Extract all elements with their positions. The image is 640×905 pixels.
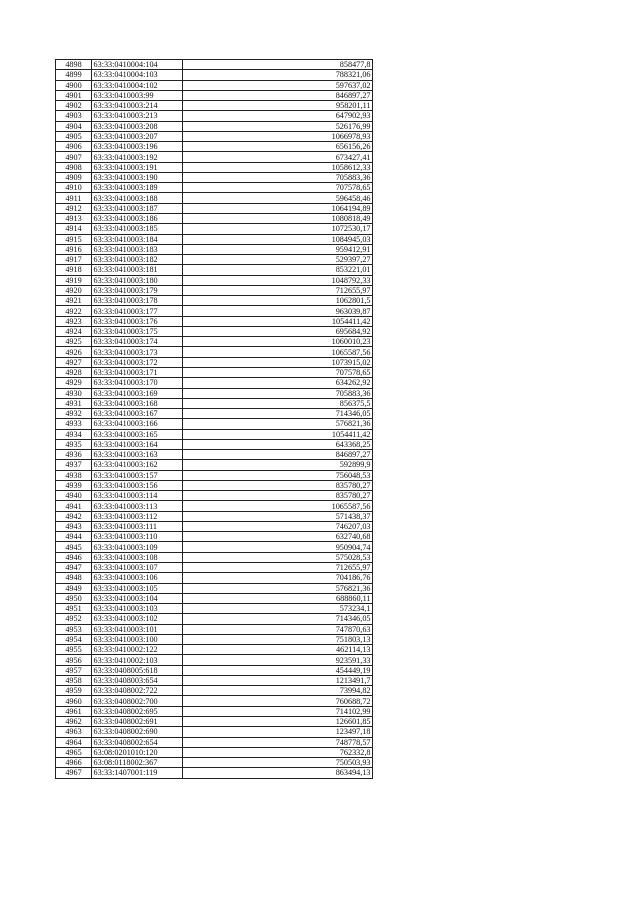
cadastral-value-cell: 712655,97	[183, 563, 373, 573]
table-row	[56, 491, 373, 501]
row-number-cell: 4903	[56, 111, 92, 121]
cadastral-value-cell: 714346,05	[183, 409, 373, 419]
cadastral-number-cell: 63:33:0410003:166	[92, 419, 183, 429]
cadastral-number-cell: 63:33:0410003:102	[92, 614, 183, 624]
row-number-cell: 4936	[56, 450, 92, 460]
cadastral-number-cell: 63:08:0118002:367	[92, 758, 183, 768]
table-row	[56, 737, 373, 747]
table-row	[56, 244, 373, 254]
cadastral-number-cell: 63:33:0408005:618	[92, 665, 183, 675]
cadastral-value-cell: 656156,26	[183, 142, 373, 152]
cadastral-value-cell: 73994,82	[183, 686, 373, 696]
row-number-cell: 4937	[56, 460, 92, 470]
row-number-cell: 4939	[56, 480, 92, 490]
cadastral-number-cell: 63:33:0410003:162	[92, 460, 183, 470]
cadastral-value-cell: 526176,99	[183, 121, 373, 131]
table-row	[56, 111, 373, 121]
cadastral-value-cell: 634262,92	[183, 378, 373, 388]
cadastral-value-cell: 705883,36	[183, 388, 373, 398]
row-number-cell: 4958	[56, 675, 92, 685]
cadastral-value-cell: 647902,93	[183, 111, 373, 121]
table-row	[56, 409, 373, 419]
row-number-cell: 4949	[56, 583, 92, 593]
cadastral-number-cell: 63:33:0410003:186	[92, 213, 183, 223]
row-number-cell: 4907	[56, 152, 92, 162]
row-number-cell: 4928	[56, 367, 92, 377]
cadastral-value-cell: 760688,72	[183, 696, 373, 706]
cadastral-value-cell: 596458,46	[183, 193, 373, 203]
cadastral-number-cell: 63:33:0410002:122	[92, 645, 183, 655]
table-row	[56, 378, 373, 388]
table-row	[56, 172, 373, 182]
table-row	[56, 142, 373, 152]
cadastral-value-cell: 632740,68	[183, 532, 373, 542]
cadastral-number-cell: 63:33:0410003:114	[92, 491, 183, 501]
row-number-cell: 4913	[56, 213, 92, 223]
cadastral-value-cell: 592899,9	[183, 460, 373, 470]
row-number-cell: 4955	[56, 645, 92, 655]
table-body	[56, 60, 373, 779]
table-row	[56, 675, 373, 685]
cadastral-value-cell: 454449,19	[183, 665, 373, 675]
row-number-cell: 4966	[56, 758, 92, 768]
cadastral-value-cell: 643368,25	[183, 439, 373, 449]
cadastral-number-cell: 63:33:0410003:106	[92, 573, 183, 583]
table-row	[56, 460, 373, 470]
table-row	[56, 480, 373, 490]
table-row	[56, 296, 373, 306]
cadastral-number-cell: 63:33:0410003:190	[92, 172, 183, 182]
table-row	[56, 573, 373, 583]
cadastral-value-cell: 963039,87	[183, 306, 373, 316]
cadastral-number-cell: 63:33:0410003:100	[92, 634, 183, 644]
cadastral-number-cell: 63:33:0408002:722	[92, 686, 183, 696]
cadastral-number-cell: 63:33:0410003:99	[92, 90, 183, 100]
row-number-cell: 4967	[56, 768, 92, 778]
row-number-cell: 4914	[56, 224, 92, 234]
table-row	[56, 121, 373, 131]
cadastral-number-cell: 63:33:0410003:192	[92, 152, 183, 162]
cadastral-value-cell: 673427,41	[183, 152, 373, 162]
row-number-cell: 4905	[56, 131, 92, 141]
row-number-cell: 4941	[56, 501, 92, 511]
cadastral-value-cell: 123497,18	[183, 727, 373, 737]
table-row	[56, 285, 373, 295]
table-row	[56, 60, 373, 70]
row-number-cell: 4900	[56, 80, 92, 90]
table-row	[56, 624, 373, 634]
cadastral-value-cell: 705883,36	[183, 172, 373, 182]
cadastral-value-cell: 858477,8	[183, 60, 373, 70]
table-row	[56, 357, 373, 367]
cadastral-number-cell: 63:33:0410003:111	[92, 521, 183, 531]
cadastral-number-cell: 63:33:0410003:171	[92, 367, 183, 377]
table-row	[56, 316, 373, 326]
cadastral-value-cell: 856375,5	[183, 398, 373, 408]
table-row	[56, 727, 373, 737]
row-number-cell: 4912	[56, 203, 92, 213]
cadastral-number-cell: 63:33:0410003:164	[92, 439, 183, 449]
table-row	[56, 80, 373, 90]
cadastral-number-cell: 63:33:0410003:105	[92, 583, 183, 593]
cadastral-value-cell: 1065587,56	[183, 347, 373, 357]
table-row	[56, 439, 373, 449]
table-row	[56, 686, 373, 696]
cadastral-number-cell: 63:33:0410003:109	[92, 542, 183, 552]
cadastral-number-cell: 63:33:0410003:167	[92, 409, 183, 419]
cadastral-value-cell: 571438,37	[183, 511, 373, 521]
cadastral-number-cell: 63:33:0408002:690	[92, 727, 183, 737]
cadastral-number-cell: 63:33:0410003:185	[92, 224, 183, 234]
table-row	[56, 265, 373, 275]
row-number-cell: 4909	[56, 172, 92, 182]
row-number-cell: 4930	[56, 388, 92, 398]
cadastral-number-cell: 63:33:0410002:103	[92, 655, 183, 665]
cadastral-value-table	[55, 59, 373, 779]
row-number-cell: 4923	[56, 316, 92, 326]
cadastral-number-cell: 63:33:0410003:157	[92, 470, 183, 480]
row-number-cell: 4963	[56, 727, 92, 737]
row-number-cell: 4904	[56, 121, 92, 131]
cadastral-number-cell: 63:33:0410003:156	[92, 480, 183, 490]
cadastral-number-cell: 63:33:0408002:700	[92, 696, 183, 706]
cadastral-number-cell: 63:33:0410003:207	[92, 131, 183, 141]
cadastral-number-cell: 63:33:0410003:101	[92, 624, 183, 634]
row-number-cell: 4940	[56, 491, 92, 501]
cadastral-value-cell: 1054411,42	[183, 316, 373, 326]
row-number-cell: 4951	[56, 604, 92, 614]
table-row	[56, 152, 373, 162]
cadastral-number-cell: 63:33:0408003:654	[92, 675, 183, 685]
table-row	[56, 162, 373, 172]
row-number-cell: 4952	[56, 614, 92, 624]
cadastral-value-cell: 950904,74	[183, 542, 373, 552]
cadastral-number-cell: 63:08:0201010:120	[92, 747, 183, 757]
cadastral-value-cell: 695684,92	[183, 326, 373, 336]
cadastral-value-cell: 688860,11	[183, 593, 373, 603]
row-number-cell: 4956	[56, 655, 92, 665]
cadastral-number-cell: 63:33:0410003:170	[92, 378, 183, 388]
cadastral-value-cell: 1065587,56	[183, 501, 373, 511]
table-row	[56, 470, 373, 480]
cadastral-number-cell: 63:33:0410003:183	[92, 244, 183, 254]
row-number-cell: 4925	[56, 337, 92, 347]
cadastral-value-cell: 863494,13	[183, 768, 373, 778]
row-number-cell: 4932	[56, 409, 92, 419]
row-number-cell: 4934	[56, 429, 92, 439]
table-row	[56, 255, 373, 265]
cadastral-value-cell: 958201,11	[183, 101, 373, 111]
row-number-cell: 4902	[56, 101, 92, 111]
cadastral-number-cell: 63:33:0410003:165	[92, 429, 183, 439]
table-row	[56, 183, 373, 193]
cadastral-number-cell: 63:33:0410003:169	[92, 388, 183, 398]
table-row	[56, 429, 373, 439]
table-row	[56, 542, 373, 552]
table-row	[56, 501, 373, 511]
table-row	[56, 224, 373, 234]
cadastral-number-cell: 63:33:0410003:184	[92, 234, 183, 244]
cadastral-number-cell: 63:33:0410003:181	[92, 265, 183, 275]
cadastral-value-cell: 529397,27	[183, 255, 373, 265]
cadastral-number-cell: 63:33:0410003:110	[92, 532, 183, 542]
cadastral-value-cell: 1048792,33	[183, 275, 373, 285]
row-number-cell: 4924	[56, 326, 92, 336]
row-number-cell: 4953	[56, 624, 92, 634]
row-number-cell: 4942	[56, 511, 92, 521]
cadastral-value-cell: 846897,27	[183, 450, 373, 460]
row-number-cell: 4948	[56, 573, 92, 583]
cadastral-number-cell: 63:33:1407001:119	[92, 768, 183, 778]
table-row	[56, 593, 373, 603]
cadastral-value-cell: 714346,05	[183, 614, 373, 624]
table-row	[56, 337, 373, 347]
row-number-cell: 4933	[56, 419, 92, 429]
cadastral-value-cell: 923591,33	[183, 655, 373, 665]
table-row	[56, 367, 373, 377]
row-number-cell: 4927	[56, 357, 92, 367]
cadastral-number-cell: 63:33:0410003:175	[92, 326, 183, 336]
row-number-cell: 4954	[56, 634, 92, 644]
table-row	[56, 665, 373, 675]
cadastral-value-cell: 1064194,89	[183, 203, 373, 213]
cadastral-number-cell: 63:33:0410003:176	[92, 316, 183, 326]
table-row	[56, 563, 373, 573]
cadastral-value-cell: 746207,03	[183, 521, 373, 531]
row-number-cell: 4915	[56, 234, 92, 244]
cadastral-value-cell: 756048,53	[183, 470, 373, 480]
cadastral-number-cell: 63:33:0410003:178	[92, 296, 183, 306]
cadastral-value-cell: 762332,8	[183, 747, 373, 757]
cadastral-number-cell: 63:33:0410004:102	[92, 80, 183, 90]
row-number-cell: 4964	[56, 737, 92, 747]
cadastral-number-cell: 63:33:0408002:691	[92, 717, 183, 727]
cadastral-number-cell: 63:33:0410003:191	[92, 162, 183, 172]
cadastral-value-cell: 750503,93	[183, 758, 373, 768]
row-number-cell: 4929	[56, 378, 92, 388]
table-row	[56, 552, 373, 562]
table-row	[56, 655, 373, 665]
cadastral-value-cell: 1073915,02	[183, 357, 373, 367]
cadastral-value-cell: 126601,85	[183, 717, 373, 727]
row-number-cell: 4935	[56, 439, 92, 449]
row-number-cell: 4931	[56, 398, 92, 408]
row-number-cell: 4919	[56, 275, 92, 285]
table-row	[56, 717, 373, 727]
row-number-cell: 4950	[56, 593, 92, 603]
table-row	[56, 747, 373, 757]
cadastral-number-cell: 63:33:0410003:168	[92, 398, 183, 408]
cadastral-value-cell: 853221,01	[183, 265, 373, 275]
cadastral-value-cell: 597637,02	[183, 80, 373, 90]
cadastral-number-cell: 63:33:0410003:213	[92, 111, 183, 121]
table-row	[56, 70, 373, 80]
row-number-cell: 4962	[56, 717, 92, 727]
cadastral-value-cell: 835780,27	[183, 480, 373, 490]
cadastral-number-cell: 63:33:0410003:174	[92, 337, 183, 347]
table-row	[56, 604, 373, 614]
cadastral-number-cell: 63:33:0410003:107	[92, 563, 183, 573]
table-row	[56, 696, 373, 706]
cadastral-value-cell: 704186,76	[183, 573, 373, 583]
table-row	[56, 234, 373, 244]
table-row	[56, 306, 373, 316]
table-row	[56, 706, 373, 716]
table-row	[56, 213, 373, 223]
cadastral-value-cell: 575028,53	[183, 552, 373, 562]
row-number-cell: 4938	[56, 470, 92, 480]
cadastral-value-cell: 1080818,49	[183, 213, 373, 223]
cadastral-number-cell: 63:33:0410003:182	[92, 255, 183, 265]
row-number-cell: 4911	[56, 193, 92, 203]
cadastral-number-cell: 63:33:0410004:104	[92, 60, 183, 70]
row-number-cell: 4944	[56, 532, 92, 542]
row-number-cell: 4957	[56, 665, 92, 675]
row-number-cell: 4901	[56, 90, 92, 100]
table-row	[56, 521, 373, 531]
cadastral-value-cell: 846897,27	[183, 90, 373, 100]
row-number-cell: 4908	[56, 162, 92, 172]
table-row	[56, 614, 373, 624]
cadastral-value-cell: 1213491,7	[183, 675, 373, 685]
table-row	[56, 398, 373, 408]
cadastral-number-cell: 63:33:0410003:188	[92, 193, 183, 203]
table-row	[56, 131, 373, 141]
table-row	[56, 645, 373, 655]
cadastral-value-cell: 751803,13	[183, 634, 373, 644]
row-number-cell: 4918	[56, 265, 92, 275]
cadastral-value-cell: 712655,97	[183, 285, 373, 295]
table-row	[56, 450, 373, 460]
cadastral-value-cell: 707578,65	[183, 183, 373, 193]
row-number-cell: 4947	[56, 563, 92, 573]
cadastral-value-cell: 835780,27	[183, 491, 373, 501]
cadastral-value-cell: 748778,57	[183, 737, 373, 747]
table-row	[56, 768, 373, 778]
row-number-cell: 4961	[56, 706, 92, 716]
cadastral-number-cell: 63:33:0410003:104	[92, 593, 183, 603]
table-row	[56, 388, 373, 398]
cadastral-value-cell: 462114,13	[183, 645, 373, 655]
table-row	[56, 758, 373, 768]
row-number-cell: 4945	[56, 542, 92, 552]
table-row	[56, 203, 373, 213]
table-row	[56, 193, 373, 203]
cadastral-number-cell: 63:33:0410004:103	[92, 70, 183, 80]
cadastral-number-cell: 63:33:0410003:172	[92, 357, 183, 367]
table-row	[56, 511, 373, 521]
cadastral-number-cell: 63:33:0410003:108	[92, 552, 183, 562]
row-number-cell: 4906	[56, 142, 92, 152]
cadastral-value-cell: 1066978,93	[183, 131, 373, 141]
cadastral-number-cell: 63:33:0410003:214	[92, 101, 183, 111]
cadastral-number-cell: 63:33:0410003:112	[92, 511, 183, 521]
cadastral-value-cell: 576821,36	[183, 419, 373, 429]
row-number-cell: 4898	[56, 60, 92, 70]
cadastral-number-cell: 63:33:0410003:163	[92, 450, 183, 460]
cadastral-value-cell: 1060010,23	[183, 337, 373, 347]
cadastral-value-cell: 1054411,42	[183, 429, 373, 439]
cadastral-number-cell: 63:33:0408002:654	[92, 737, 183, 747]
cadastral-number-cell: 63:33:0410003:103	[92, 604, 183, 614]
cadastral-value-cell: 1062801,5	[183, 296, 373, 306]
table-row	[56, 90, 373, 100]
table-row	[56, 275, 373, 285]
cadastral-number-cell: 63:33:0410003:173	[92, 347, 183, 357]
cadastral-number-cell: 63:33:0410003:189	[92, 183, 183, 193]
cadastral-value-cell: 959412,91	[183, 244, 373, 254]
cadastral-number-cell: 63:33:0410003:180	[92, 275, 183, 285]
cadastral-number-cell: 63:33:0410003:179	[92, 285, 183, 295]
cadastral-number-cell: 63:33:0410003:187	[92, 203, 183, 213]
table-row	[56, 347, 373, 357]
row-number-cell: 4921	[56, 296, 92, 306]
row-number-cell: 4926	[56, 347, 92, 357]
cadastral-number-cell: 63:33:0408002:695	[92, 706, 183, 716]
table-row	[56, 326, 373, 336]
cadastral-value-cell: 1072530,17	[183, 224, 373, 234]
row-number-cell: 4910	[56, 183, 92, 193]
row-number-cell: 4965	[56, 747, 92, 757]
table-row	[56, 634, 373, 644]
cadastral-number-cell: 63:33:0410003:196	[92, 142, 183, 152]
table-row	[56, 419, 373, 429]
cadastral-value-cell: 707578,65	[183, 367, 373, 377]
cadastral-value-cell: 714102,99	[183, 706, 373, 716]
cadastral-number-cell: 63:33:0410003:113	[92, 501, 183, 511]
cadastral-value-cell: 747870,63	[183, 624, 373, 634]
table-row	[56, 583, 373, 593]
table-row	[56, 101, 373, 111]
table-row	[56, 532, 373, 542]
row-number-cell: 4943	[56, 521, 92, 531]
cadastral-value-cell: 1084945,03	[183, 234, 373, 244]
row-number-cell: 4916	[56, 244, 92, 254]
row-number-cell: 4922	[56, 306, 92, 316]
cadastral-value-cell: 573234,1	[183, 604, 373, 614]
row-number-cell: 4959	[56, 686, 92, 696]
row-number-cell: 4960	[56, 696, 92, 706]
cadastral-number-cell: 63:33:0410003:208	[92, 121, 183, 131]
row-number-cell: 4917	[56, 255, 92, 265]
row-number-cell: 4946	[56, 552, 92, 562]
cadastral-value-cell: 576821,36	[183, 583, 373, 593]
cadastral-value-cell: 1058612,33	[183, 162, 373, 172]
cadastral-number-cell: 63:33:0410003:177	[92, 306, 183, 316]
row-number-cell: 4920	[56, 285, 92, 295]
row-number-cell: 4899	[56, 70, 92, 80]
cadastral-value-cell: 788321,06	[183, 70, 373, 80]
